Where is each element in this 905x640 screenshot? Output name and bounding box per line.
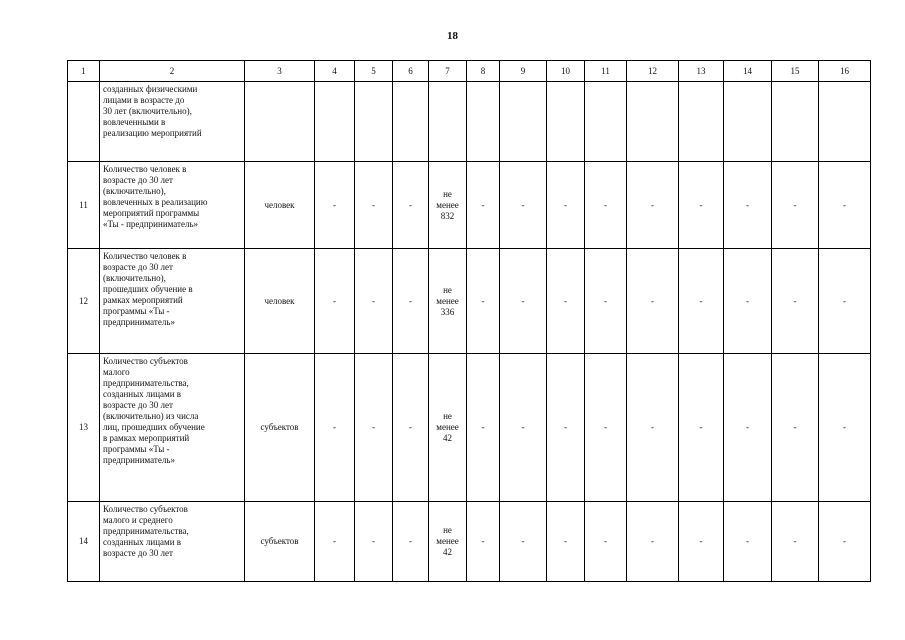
value-cell: - bbox=[547, 502, 585, 582]
table-body bbox=[68, 82, 871, 582]
value-cell bbox=[585, 82, 627, 162]
value-cell: - bbox=[627, 354, 679, 502]
value-cell bbox=[679, 82, 724, 162]
value-cell bbox=[315, 82, 355, 162]
value-cell: - bbox=[724, 162, 772, 249]
column-header: 8 bbox=[467, 61, 500, 82]
value-cell: - bbox=[393, 354, 429, 502]
value-cell: - bbox=[355, 502, 393, 582]
table-row bbox=[68, 249, 871, 354]
row-number-cell: 13 bbox=[68, 354, 100, 502]
value-cell: - bbox=[585, 249, 627, 354]
column-header: 2 bbox=[100, 61, 245, 82]
value-cell: - bbox=[393, 162, 429, 249]
column-header: 1 bbox=[68, 61, 100, 82]
column-header: 7 bbox=[429, 61, 467, 82]
value-cell: не менее 832 bbox=[429, 162, 467, 249]
indicator-description-cell: Количество человек в возрасте до 30 лет (включительно), прошедших обучение в рамках мероприятий программы «Ты - предприниматель» bbox=[100, 249, 245, 354]
value-cell: не менее 42 bbox=[429, 502, 467, 582]
value-cell: - bbox=[500, 502, 547, 582]
table-row bbox=[68, 502, 871, 582]
value-cell bbox=[429, 82, 467, 162]
value-cell: - bbox=[355, 162, 393, 249]
value-cell: - bbox=[585, 162, 627, 249]
value-cell: - bbox=[393, 502, 429, 582]
value-cell bbox=[467, 82, 500, 162]
value-cell: - bbox=[585, 354, 627, 502]
value-cell: - bbox=[679, 502, 724, 582]
value-cell: - bbox=[585, 502, 627, 582]
value-cell: - bbox=[679, 162, 724, 249]
column-header: 13 bbox=[679, 61, 724, 82]
column-header: 10 bbox=[547, 61, 585, 82]
value-cell bbox=[819, 82, 871, 162]
indicators-table bbox=[67, 60, 871, 582]
column-header: 14 bbox=[724, 61, 772, 82]
indicator-description-cell: созданных физическими лицами в возрасте до 30 лет (включительно), вовлеченными в реализацию мероприятий bbox=[100, 82, 245, 162]
value-cell: - bbox=[724, 354, 772, 502]
value-cell: - bbox=[500, 249, 547, 354]
unit-cell: субъектов bbox=[245, 354, 315, 502]
value-cell: - bbox=[467, 162, 500, 249]
value-cell: - bbox=[547, 249, 585, 354]
value-cell: - bbox=[679, 249, 724, 354]
value-cell: - bbox=[679, 354, 724, 502]
row-number-cell: 12 bbox=[68, 249, 100, 354]
header-row bbox=[68, 61, 871, 82]
column-header: 6 bbox=[393, 61, 429, 82]
value-cell: - bbox=[547, 162, 585, 249]
value-cell bbox=[500, 82, 547, 162]
value-cell bbox=[627, 82, 679, 162]
column-header: 16 bbox=[819, 61, 871, 82]
value-cell: - bbox=[819, 162, 871, 249]
unit-cell: субъектов bbox=[245, 502, 315, 582]
value-cell: - bbox=[355, 249, 393, 354]
value-cell: - bbox=[627, 502, 679, 582]
value-cell bbox=[724, 82, 772, 162]
value-cell: - bbox=[355, 354, 393, 502]
row-number-cell: 14 bbox=[68, 502, 100, 582]
value-cell: - bbox=[315, 354, 355, 502]
value-cell: - bbox=[500, 162, 547, 249]
value-cell: - bbox=[500, 354, 547, 502]
row-number-cell bbox=[68, 82, 100, 162]
value-cell bbox=[547, 82, 585, 162]
value-cell bbox=[355, 82, 393, 162]
column-header: 5 bbox=[355, 61, 393, 82]
value-cell: - bbox=[547, 354, 585, 502]
value-cell: - bbox=[819, 249, 871, 354]
value-cell bbox=[772, 82, 819, 162]
value-cell: - bbox=[819, 354, 871, 502]
column-header: 4 bbox=[315, 61, 355, 82]
value-cell: не менее 336 bbox=[429, 249, 467, 354]
unit-cell bbox=[245, 82, 315, 162]
unit-cell: человек bbox=[245, 249, 315, 354]
value-cell: - bbox=[772, 249, 819, 354]
indicator-description-cell: Количество субъектов малого предпринимательства, созданных лицами в возрасте до 30 лет (включительно) из числа лиц, прошедших обучение в рамках мероприятий программы «Ты - предприниматель» bbox=[100, 354, 245, 502]
value-cell: - bbox=[467, 354, 500, 502]
table-row bbox=[68, 162, 871, 249]
indicator-description-cell: Количество человек в возрасте до 30 лет (включительно), вовлеченных в реализацию мероприятий программы «Ты - предприниматель» bbox=[100, 162, 245, 249]
value-cell bbox=[393, 82, 429, 162]
table-row bbox=[68, 82, 871, 162]
value-cell: - bbox=[393, 249, 429, 354]
value-cell: - bbox=[627, 249, 679, 354]
value-cell: - bbox=[819, 502, 871, 582]
unit-cell: человек bbox=[245, 162, 315, 249]
column-header: 3 bbox=[245, 61, 315, 82]
value-cell: - bbox=[772, 502, 819, 582]
value-cell: - bbox=[467, 502, 500, 582]
value-cell: - bbox=[772, 162, 819, 249]
column-header: 12 bbox=[627, 61, 679, 82]
value-cell: - bbox=[627, 162, 679, 249]
value-cell: - bbox=[724, 249, 772, 354]
row-number-cell: 11 bbox=[68, 162, 100, 249]
value-cell: - bbox=[315, 502, 355, 582]
value-cell: не менее 42 bbox=[429, 354, 467, 502]
column-header: 15 bbox=[772, 61, 819, 82]
value-cell: - bbox=[772, 354, 819, 502]
value-cell: - bbox=[467, 249, 500, 354]
value-cell: - bbox=[724, 502, 772, 582]
column-header: 11 bbox=[585, 61, 627, 82]
indicator-description-cell: Количество субъектов малого и среднего предпринимательства, созданных лицами в возрасте до 30 лет bbox=[100, 502, 245, 582]
value-cell: - bbox=[315, 249, 355, 354]
table-row bbox=[68, 354, 871, 502]
value-cell: - bbox=[315, 162, 355, 249]
page-number: 18 bbox=[447, 30, 458, 42]
column-header: 9 bbox=[500, 61, 547, 82]
